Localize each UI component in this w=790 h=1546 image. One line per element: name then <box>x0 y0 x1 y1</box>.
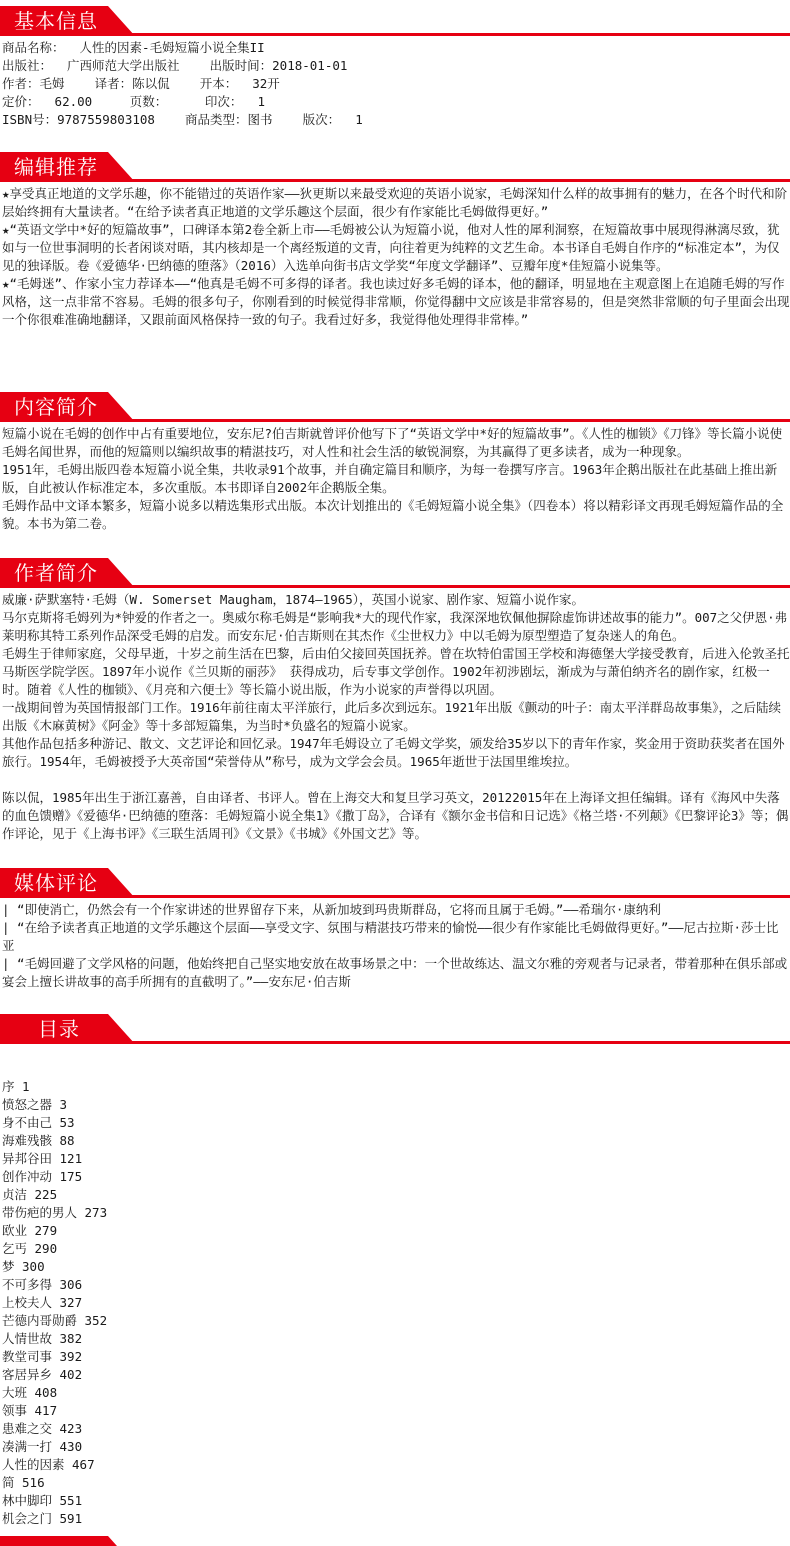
header-rule <box>0 179 790 182</box>
section-title: 编辑推荐 <box>14 155 98 179</box>
section-header <box>0 1536 790 1546</box>
review-quote: | “即使消亡，仍然会有一个作家讲述的世界留存下来，从新加坡到玛贵斯群岛，它将而且属于毛姆。”——希瑞尔·康纳利 <box>2 902 661 917</box>
author-intro-section <box>0 558 790 843</box>
section-title: 作者简介 <box>14 561 98 585</box>
editor-recommend-section <box>0 152 790 329</box>
info-line: 出版社： 广西师范大学出版社 出版时间：2018-01-01 <box>2 58 348 73</box>
paragraph: ★“毛姆迷”、作家小宝力荐译本——“他真是毛姆不可多得的译者。我也读过好多毛姆的译本，他的翻译，明显地在主观意图上在追随毛姆的写作风格，这一点非常不容易。毛姆的很多句子，你刚看到的时候觉得非常顺，你觉得翻中文应该是非常容易的，但是突然非常顺的句子里面会出现一个你很难准确地翻译，又跟前面风格保持一致的句子。我看过好多，我觉得他处理得非常棒。” <box>2 276 790 327</box>
toc-item: 乞丐 290 <box>2 1241 58 1256</box>
section-header <box>0 1014 790 1044</box>
header-rule <box>0 585 790 588</box>
review-quote: | “在给予读者真正地道的文学乐趣这个层面——享受文字、氛围与精湛技巧带来的愉悦——很少有作家能比毛姆做得更好。”——尼古拉斯·莎士比亚 <box>2 920 779 953</box>
section-header <box>0 392 790 422</box>
section-title: 内容简介 <box>14 395 98 419</box>
content-intro-section <box>0 392 790 533</box>
paragraph: 毛姆作品中文译本繁多，短篇小说多以精选集形式出版。本次计划推出的《毛姆短篇小说全集》（四卷本）将以精彩译文再现毛姆短篇作品的全貌。本书为第二卷。 <box>2 498 784 531</box>
toc-item: 人情世故 382 <box>2 1331 83 1346</box>
toc-item: 机会之门 591 <box>2 1511 83 1526</box>
basic-info-section <box>0 6 790 129</box>
next-section-stub <box>0 1536 790 1546</box>
toc-item: 海难残骸 88 <box>2 1133 75 1148</box>
toc-list <box>2 1078 790 1528</box>
toc-item: 梦 300 <box>2 1259 45 1274</box>
paragraph: 马尔克斯将毛姆列为*钟爱的作者之一。奥威尔称毛姆是“影响我*大的现代作家，我深深地钦佩他摒除虚饰讲述故事的能力”。007之父伊恩·弗莱明称其特工系列作品深受毛姆的启发。而安东尼·伯吉斯则在其杰作《尘世权力》中以毛姆为原型塑造了复杂迷人的角色。 <box>2 610 788 643</box>
header-rule <box>0 1041 790 1044</box>
info-line: 定价： 62.00 页数： 印次： 1 <box>2 94 266 109</box>
info-line: ISBN号：9787559803108 商品类型：图书 版次： 1 <box>2 112 363 127</box>
header-tab <box>0 1536 135 1546</box>
info-line: 作者：毛姆 译者：陈以侃 开本： 32开 <box>2 76 280 91</box>
section-header <box>0 152 790 182</box>
section-header <box>0 868 790 898</box>
header-rule <box>0 33 790 36</box>
section-header <box>0 558 790 588</box>
toc-item: 愤怒之器 3 <box>2 1097 68 1112</box>
paragraph: 其他作品包括多种游记、散文、文艺评论和回忆录。1947年毛姆设立了毛姆文学奖，颁发给35岁以下的青年作家，奖金用于资助获奖者在国外旅行。1954年，毛姆被授予大英帝国“荣誉侍从”称号，成为文学会会员。1965年逝世于法国里维埃拉。 <box>2 736 785 769</box>
paragraph: 毛姆生于律师家庭，父母早逝，十岁之前生活在巴黎，后由伯父接回英国抚养。曾在坎特伯雷国王学校和海德堡大学接受教育，后进入伦敦圣托马斯医学院学医。1897年小说作《兰贝斯的丽莎》 获得成功，后专事文学创作。1902年初涉剧坛，渐成为与萧伯纳齐名的剧作家，红极一时。随着《人性的枷锁》、《月亮和六便士》等长篇小说出版，作为小说家的声誉得以巩固。 <box>2 646 790 697</box>
toc-item: 林中脚印 551 <box>2 1493 83 1508</box>
toc-item: 贞洁 225 <box>2 1187 58 1202</box>
toc-section <box>0 1014 790 1528</box>
paragraph: ★享受真正地道的文学乐趣，你不能错过的英语作家——狄更斯以来最受欢迎的英语小说家，毛姆深知什么样的故事拥有的魅力，在各个时代和阶层始终拥有大量读者。“在给予读者真正地道的文学乐趣这个层面，很少有作家能比毛姆做得更好。” <box>2 186 788 219</box>
info-line: 商品名称： 人性的因素-毛姆短篇小说全集II <box>2 40 265 55</box>
toc-item: 教堂司事 392 <box>2 1349 83 1364</box>
paragraph: 一战期间曾为英国情报部门工作。1916年前往南太平洋旅行，此后多次到远东。1921年出版《颤动的叶子：南太平洋群岛故事集》，之后陆续出版《木麻黄树》《阿金》等十多部短篇集，为当时*负盛名的短篇小说家。 <box>2 700 781 733</box>
media-body <box>0 898 790 991</box>
toc-item: 身不由己 53 <box>2 1115 75 1130</box>
toc-item: 不可多得 306 <box>2 1277 83 1292</box>
section-title: 基本信息 <box>14 9 98 33</box>
section-title: 目录 <box>38 1017 80 1041</box>
content-body <box>0 422 790 533</box>
toc-item: 创作冲动 175 <box>2 1169 83 1184</box>
toc-item: 欧业 279 <box>2 1223 58 1238</box>
toc-item: 患难之交 423 <box>2 1421 83 1436</box>
paragraph: ★“英语文学中*好的短篇故事”，口碑译本第2卷全新上市——毛姆被公认为短篇小说，他对人性的犀利洞察，在短篇故事中展现得淋漓尽致，犹如与一位世事洞明的长者闲谈对晤，其内核却是一个离经叛道的文青，向往着更为纯粹的文艺生命。本书译自毛姆自作序的“标准定本”，为仅见的独译版。卷《爱德华·巴纳德的堕落》（2016）入选单向街书店文学奖“年度文学翻译”、豆瓣年度*佳短篇小说集等。 <box>2 222 780 273</box>
author-body <box>0 588 790 843</box>
toc-item: 芒德内哥勋爵 352 <box>2 1313 108 1328</box>
basic-info-body <box>0 36 790 129</box>
toc-item: 带伤疤的男人 273 <box>2 1205 108 1220</box>
header-rule <box>0 419 790 422</box>
toc-item: 异邦谷田 121 <box>2 1151 83 1166</box>
toc-item: 凑满一打 430 <box>2 1439 83 1454</box>
editor-body <box>0 182 790 329</box>
toc-item: 客居异乡 402 <box>2 1367 83 1382</box>
toc-item: 序 1 <box>2 1079 30 1094</box>
paragraph: 陈以侃，1985年出生于浙江嘉善，自由译者、书评人。曾在上海交大和复旦学习英文，20122015年在上海译文担任编辑。译有《海风中失落的血色馈赠》《爱德华·巴纳德的堕落：毛姆短篇小说全集1》《撒丁岛》，合译有《额尔金书信和日记选》《格兰塔·不列颠》《巴黎评论3》等；偶作评论，见于《上海书评》《三联生活周刊》《文景》《书城》《外国文艺》等。 <box>2 790 789 841</box>
paragraph: 短篇小说在毛姆的创作中占有重要地位，安东尼?伯吉斯就曾评价他写下了“英语文学中*好的短篇故事”。《人性的枷锁》《刀锋》等长篇小说使毛姆名闻世界，而他的短篇则以编织故事的精湛技巧，对人性和社会生活的敏锐洞察，为其赢得了更多读者，成为一种现象。 <box>2 426 783 459</box>
section-header <box>0 6 790 36</box>
section-title: 媒体评论 <box>14 871 98 895</box>
toc-item: 人性的因素 467 <box>2 1457 95 1472</box>
paragraph-spacer <box>2 771 790 789</box>
toc-body <box>0 1044 790 1528</box>
toc-item: 上校夫人 327 <box>2 1295 83 1310</box>
toc-item: 大班 408 <box>2 1385 58 1400</box>
media-review-section <box>0 868 790 991</box>
header-rule <box>0 895 790 898</box>
paragraph: 威廉·萨默塞特·毛姆（W. Somerset Maugham，1874—1965），英国小说家、剧作家、短篇小说作家。 <box>2 592 585 607</box>
toc-item: 简 516 <box>2 1475 45 1490</box>
toc-item: 领事 417 <box>2 1403 58 1418</box>
paragraph: 1951年，毛姆出版四卷本短篇小说全集，共收录91个故事，并自确定篇目和顺序，为每一卷撰写序言。1963年企鹅出版社在此基础上推出新版，自此被认作标准定本，多次重版。本书即译自2002年企鹅版全集。 <box>2 462 778 495</box>
review-quote: | “毛姆回避了文学风格的问题，他始终把自己坚实地安放在故事场景之中：一个世故练达、温文尔雅的旁观者与记录者，带着那种在俱乐部或宴会上擅长讲故事的高手所拥有的直截明了。”——安东尼·伯吉斯 <box>2 956 788 989</box>
